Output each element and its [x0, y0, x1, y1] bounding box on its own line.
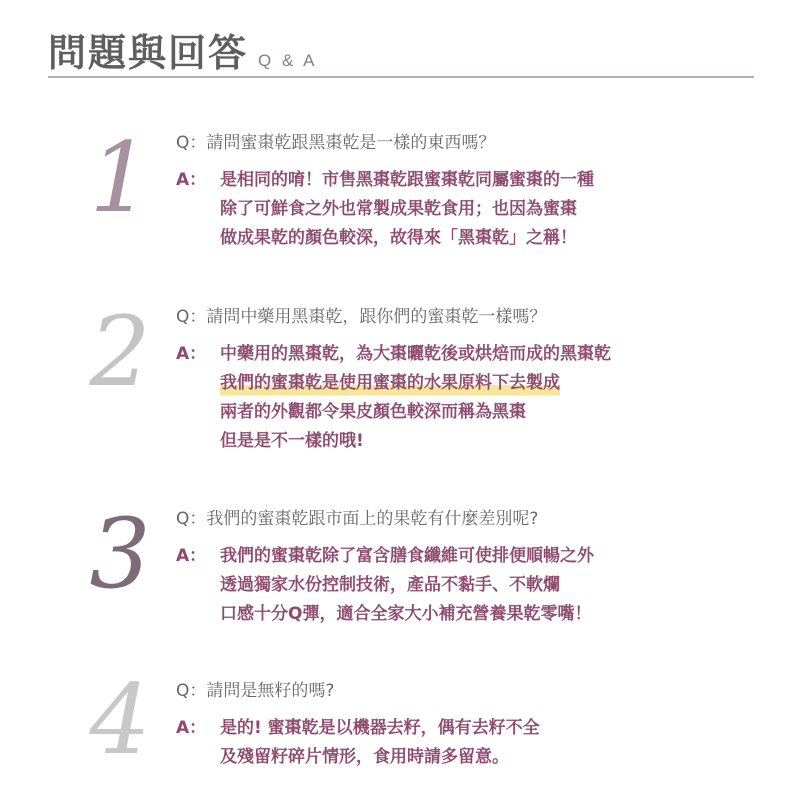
answer-line: 中藥用的黑棗乾，為大棗曬乾後或烘焙而成的黑棗乾	[220, 344, 611, 364]
answer-row	[176, 340, 776, 456]
answer-lines	[220, 714, 776, 772]
answer-label: A：	[176, 718, 207, 738]
answer-label: A：	[176, 546, 207, 566]
answer-line: 我們的蜜棗乾除了富含膳食纖維可使排便順暢之外	[220, 546, 594, 566]
header-divider	[48, 76, 754, 78]
answer-label: A：	[176, 170, 207, 190]
qa-body	[176, 676, 776, 772]
page-header	[48, 22, 317, 77]
answer-line: 但是是不一樣的哦!	[220, 431, 364, 451]
qa-body	[176, 128, 776, 253]
answer-row	[176, 166, 776, 253]
answer-lines	[220, 166, 776, 253]
qa-number: 3	[89, 498, 151, 610]
page-subtitle: Q & A	[258, 51, 318, 70]
answer-label: A：	[176, 344, 207, 364]
answer-lines	[220, 542, 776, 629]
answer-line: 是的! 蜜棗乾是以機器去籽，偶有去籽不全	[220, 718, 540, 738]
answer-line: 兩者的外觀都令果皮顏色較深而稱為黑棗	[220, 402, 526, 422]
page-title: 問題與回答	[48, 30, 249, 75]
answer-row	[176, 714, 776, 772]
answer-line: 及殘留籽碎片情形，食用時請多留意。	[220, 747, 509, 767]
question-text: Q：請問蜜棗乾跟黑棗乾是一樣的東西嗎？	[176, 133, 496, 153]
answer-line: 是相同的唷！市售黑棗乾跟蜜棗乾同屬蜜棗的一種	[220, 170, 594, 190]
qa-number: 2	[89, 296, 151, 408]
answer-line: 透過獨家水份控制技術，產品不黏手、不軟爛	[220, 575, 560, 595]
question-text: Q：請問是無籽的嗎?	[176, 681, 335, 701]
answer-row	[176, 542, 776, 629]
answer-line: 做成果乾的顏色較深，故得來「黑棗乾」之稱！	[220, 228, 577, 248]
qa-body	[176, 504, 776, 629]
qa-body	[176, 302, 776, 456]
answer-lines	[220, 340, 776, 456]
answer-line-highlighted	[220, 369, 776, 398]
question-text: Q：我們的蜜棗乾跟市面上的果乾有什麼差別呢?	[176, 509, 539, 529]
question-text: Q：請問中藥用黑棗乾，跟你們的蜜棗乾一樣嗎？	[176, 307, 547, 327]
highlight-mark: 我們的蜜棗乾是使用蜜棗的水果原料下去製成	[220, 369, 560, 398]
answer-line: 除了可鮮食之外也常製成果乾食用；也因為蜜棗	[220, 199, 577, 219]
answer-line: 口感十分Q彈，適合全家大小補充營養果乾零嘴！	[220, 604, 592, 624]
qa-number: 4	[89, 664, 151, 776]
qa-number: 1	[89, 122, 151, 234]
